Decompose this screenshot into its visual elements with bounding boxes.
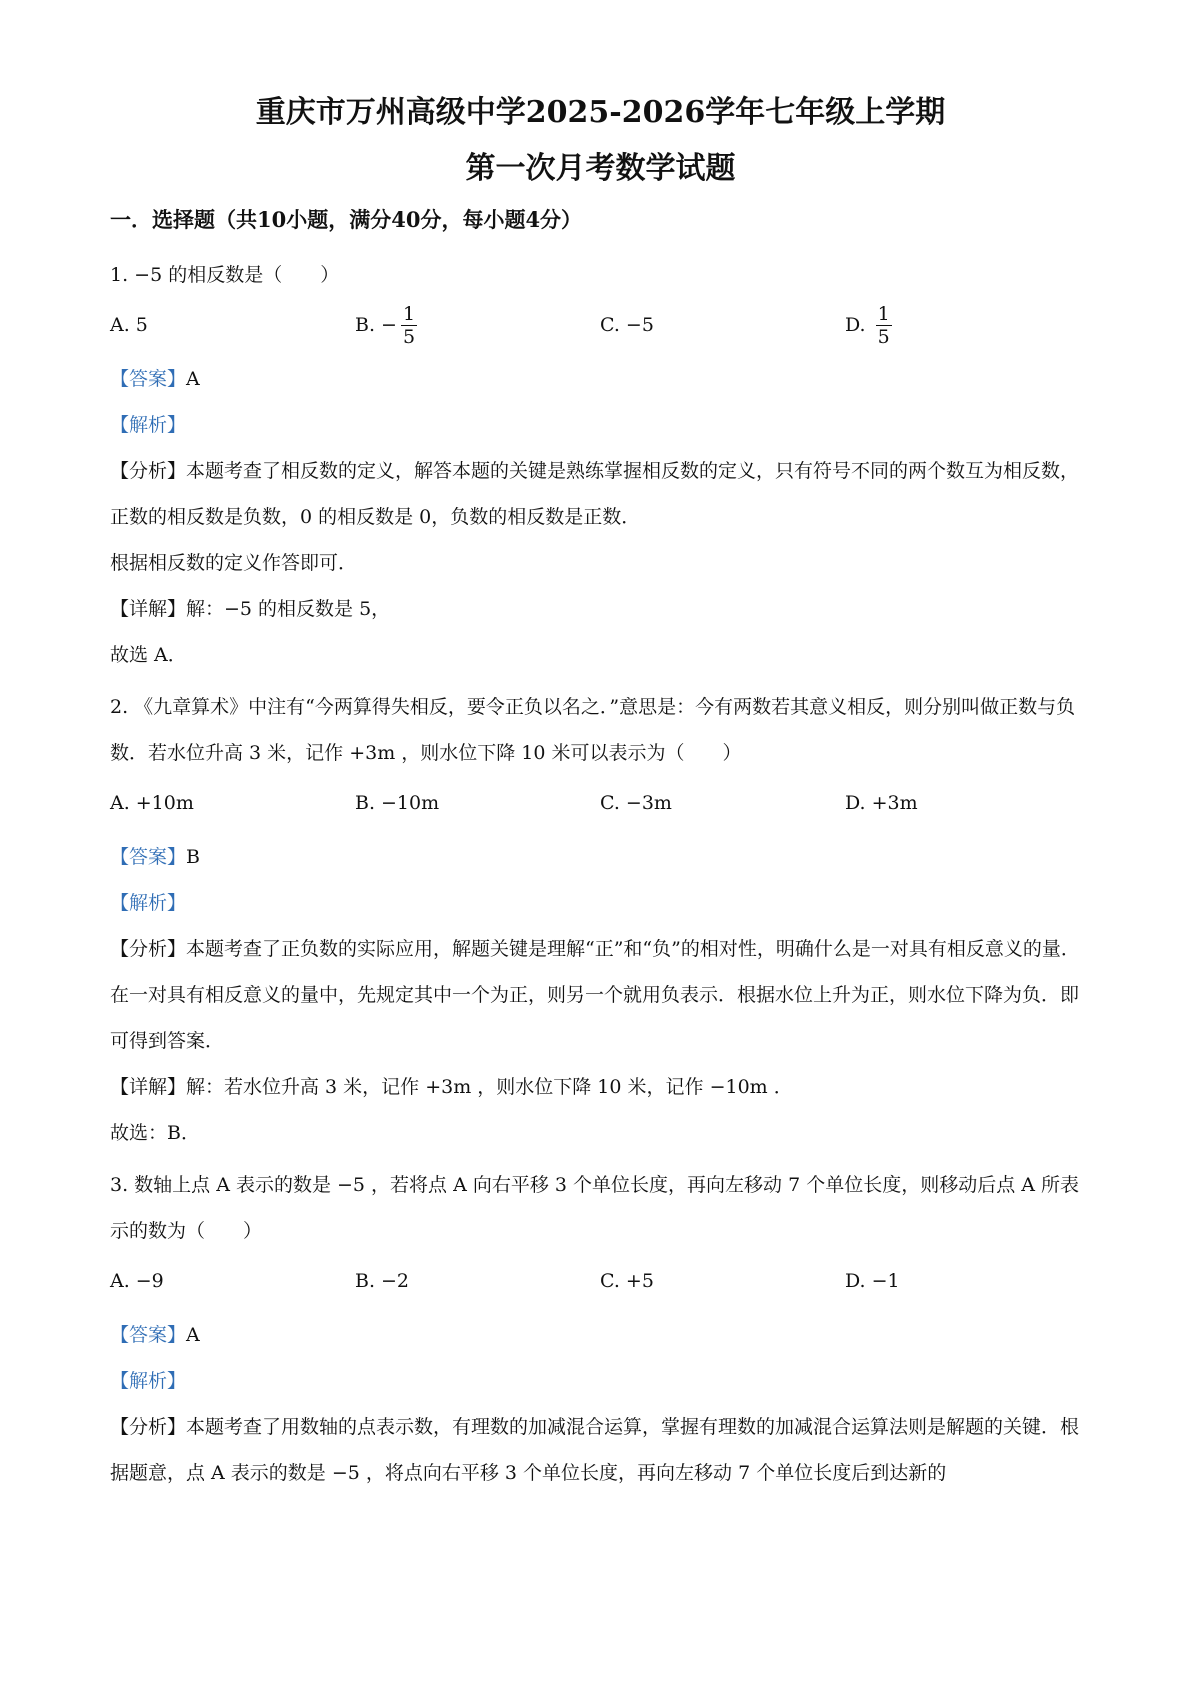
analysis-text: 【分析】本题考查了正负数的实际应用，解题关键是理解“正”和“负”的相对性，明确什么是一对具有相反意义的量．: [110, 938, 1080, 960]
option-a: A. −9: [110, 1270, 164, 1292]
detail-text: 【详解】解：若水位升高 3 米，记作 +3m ，则水位下降 10 米，记作 −10m ．: [110, 1076, 793, 1098]
option-c: C. −3m: [600, 792, 672, 814]
option-a: A. +10m: [110, 792, 194, 814]
option-b: B. −10m: [355, 792, 440, 814]
exam-title-line1: 重庆市万州高级中学2025-2026学年七年级上学期: [255, 95, 946, 130]
option-c: C. +5: [600, 1270, 654, 1292]
jiexi-label: 【解析】: [110, 414, 187, 436]
question-1-options: [110, 302, 1091, 348]
option-d: D. +3m: [845, 792, 918, 814]
question-2: [110, 684, 1091, 1156]
question-2-stem: 2. 《九章算术》中注有“今两算得失相反，要令正负以名之．”意思是：今有两数若其意义相反，则分别叫做正数与负数．若水位升高 3 米，记作 +3m ，则水位下降 10 米可以表示为（ ）: [110, 696, 1076, 764]
analysis-text: 【分析】本题考查了相反数的定义，解答本题的关键是熟练掌握相反数的定义，只有符号不同的两个数互为相反数，正数的相反数是负数，0 的相反数是 0，负数的相反数是正数．: [110, 460, 1080, 528]
conclusion-text: 故选 A．: [110, 644, 187, 666]
jiexi-label: 【解析】: [110, 892, 187, 914]
option-b: B. − $\frac{1}{5}$: [355, 302, 416, 348]
fraction: $\frac{1}{5}$: [402, 302, 416, 348]
question-3: [110, 1162, 1091, 1496]
jiexi-label: 【解析】: [110, 1370, 187, 1392]
detail-text: 【详解】解：−5 的相反数是 5，: [110, 598, 391, 620]
basis-text: 根据相反数的定义作答即可．: [110, 552, 358, 574]
answer-line: 【答案】A: [110, 1324, 200, 1346]
question-1-stem: 1. −5 的相反数是（ ）: [110, 264, 340, 286]
question-1: [110, 252, 1091, 678]
section-heading: 一．选择题（共10小题，满分40分，每小题4分）: [110, 207, 583, 232]
basis-text: 在一对具有相反意义的量中，先规定其中一个为正，则另一个就用负表示．根据水位上升为正，则水位下降为负．即可得到答案．: [110, 984, 1080, 1052]
option-d: D. $\frac{1}{5}$: [845, 302, 890, 348]
conclusion-text: 故选：B．: [110, 1122, 200, 1144]
option-c: C. −5: [600, 314, 654, 336]
analysis-text: 【分析】本题考查了用数轴的点表示数，有理数的加减混合运算，掌握有理数的加减混合运算法则是解题的关键．根据题意，点 A 表示的数是 −5 ，将点向右平移 3 个单位长度，再向左移动 7 个单位长度后到达新的: [110, 1416, 1080, 1484]
option-a: A. 5: [110, 314, 148, 336]
answer-line: 【答案】A: [110, 368, 200, 390]
option-b: B. −2: [355, 1270, 410, 1292]
question-3-stem: 3. 数轴上点 A 表示的数是 −5 ，若将点 A 向右平移 3 个单位长度，再向左移动 7 个单位长度，则移动后点 A 所表示的数为（ ）: [110, 1174, 1079, 1242]
question-3-options: [110, 1258, 1091, 1304]
question-2-options: [110, 780, 1091, 826]
exam-title-line2: 第一次月考数学试题: [465, 151, 736, 186]
answer-line: 【答案】B: [110, 846, 200, 868]
option-d: D. −1: [845, 1270, 900, 1292]
fraction: $\frac{1}{5}$: [877, 302, 890, 348]
